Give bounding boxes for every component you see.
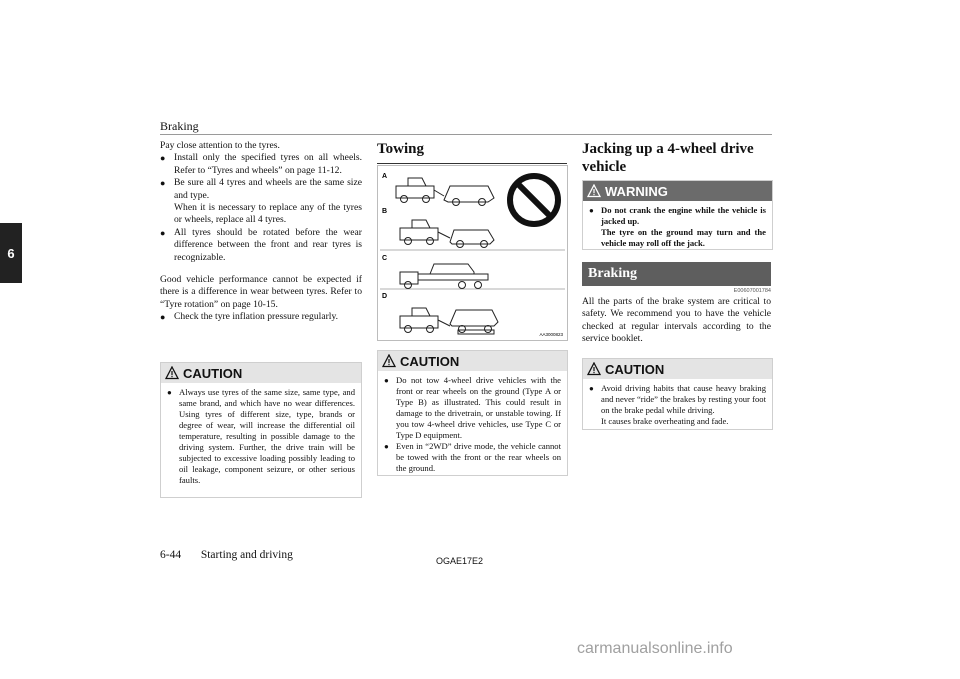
list-item: ● Check the tyre inflation pressure regularly.	[160, 311, 339, 323]
list-item: ● Be sure all 4 tyres and wheels are the same size and type. When it is necessary to replace any of the tyres or wheels, replace all 4 tyres.	[160, 177, 362, 226]
section-title: Towing	[377, 141, 424, 157]
list-item: ● Always use tyres of the same size, same type, and same brand, and which have no wear differences. Using tyres of different size, type, brands or degree of wear, will increase the differential oil temperature, resulting in possible damage to the driving system. Further, the drive train will be subjected to excessive loading possibly leading to oil leakage, component seizure, or other serious faults.	[167, 387, 355, 485]
warning-triangle-icon	[587, 362, 601, 376]
caution-header: CAUTION	[378, 351, 567, 371]
type-label: B	[382, 208, 388, 215]
warning-box-jacking	[582, 180, 773, 250]
bullet-icon: ●	[160, 227, 166, 238]
towing-illustration	[377, 165, 568, 341]
list-item: ● Install only the specified tyres on all wheels. Refer to “Tyres and wheels” on page 11-12.	[160, 152, 362, 176]
bullet-icon: ●	[589, 384, 594, 393]
list-item: ● Do not crank the engine while the vehicle is jacked up. The tyre on the ground may turn and the vehicle may roll off the jack.	[589, 205, 766, 248]
towing-section-heading	[377, 140, 567, 164]
type-label: A	[382, 173, 388, 180]
towing-diagram	[378, 166, 567, 340]
tyre-intro: Pay close attention to the tyres.	[160, 140, 280, 151]
list-item: ● Do not tow 4-wheel drive vehicles with the front or rear wheels on the ground (Type A or Type B) as illustrated. This could result in damage to the drivetrain, or unstable towing. If you tow 4-wheel drive vehicles, use Type C or Type D equipment.	[384, 375, 561, 440]
warning-triangle-icon	[382, 354, 396, 368]
running-header: Braking	[160, 119, 199, 133]
page-number: 6-44	[160, 549, 182, 561]
bullet-icon: ●	[160, 312, 166, 323]
section-code: E00607001784	[733, 288, 771, 294]
tow-truck-icon	[396, 178, 444, 203]
type-label: D	[382, 293, 388, 300]
bullet-icon: ●	[384, 376, 389, 385]
left-column	[160, 140, 362, 324]
flatbed-truck-icon	[400, 264, 488, 289]
section-title: Jacking up a 4-wheel drive vehicle	[582, 141, 754, 175]
list-item: ● Avoid driving habits that cause heavy braking and never “ride” the brakes by resting your foot on the brake pedal while driving. It causes brake overheating and fade.	[589, 383, 766, 426]
watermark: carmanualsonline.info	[577, 640, 733, 657]
warning-header: WARNING	[583, 181, 772, 201]
caution-box-tyres	[160, 362, 362, 498]
chapter-tab: 6	[0, 223, 22, 283]
jacking-section-heading	[582, 140, 772, 182]
performance-paragraph: Good vehicle performance cannot be expected if there is a difference in wear between tyres. Refer to “Tyre rotation” on page 10-15.	[160, 274, 362, 310]
braking-section-band: Braking	[582, 262, 771, 286]
list-item: ● All tyres should be rotated before the wear difference between the front and rear tyres is recognizable.	[160, 226, 362, 263]
suv-icon	[450, 230, 494, 248]
bullet-icon: ●	[589, 206, 594, 215]
illustration-code: AA3000823	[539, 332, 563, 337]
doc-code: OGAE17E2	[436, 556, 484, 566]
tow-truck-icon	[400, 308, 450, 333]
bullet-icon: ●	[160, 178, 166, 189]
page-footer	[160, 549, 293, 561]
caution-box-towing	[377, 350, 568, 476]
caution-box-braking	[582, 358, 773, 430]
bullet-icon: ●	[167, 388, 172, 397]
prohibited-icon	[510, 176, 558, 224]
tow-truck-icon	[400, 220, 450, 245]
header-rule	[160, 134, 772, 135]
suv-icon	[450, 310, 498, 334]
braking-paragraph: All the parts of the brake system are critical to safety. We recommend you to have the vehicle checked at regular intervals according to the service booklet.	[582, 296, 771, 345]
list-item: ● Even in “2WD” drive mode, the vehicle cannot be towed with the front or the rear wheels on the ground.	[384, 441, 561, 473]
caution-header: CAUTION	[161, 363, 361, 383]
chapter-name: Starting and driving	[200, 549, 293, 561]
bullet-icon: ●	[160, 153, 166, 164]
warning-triangle-icon	[587, 184, 601, 198]
suv-icon	[444, 186, 494, 206]
bullet-icon: ●	[384, 442, 389, 451]
type-label: C	[382, 255, 388, 262]
caution-header: CAUTION	[583, 359, 772, 379]
warning-triangle-icon	[165, 366, 179, 380]
title-rule	[377, 163, 567, 164]
